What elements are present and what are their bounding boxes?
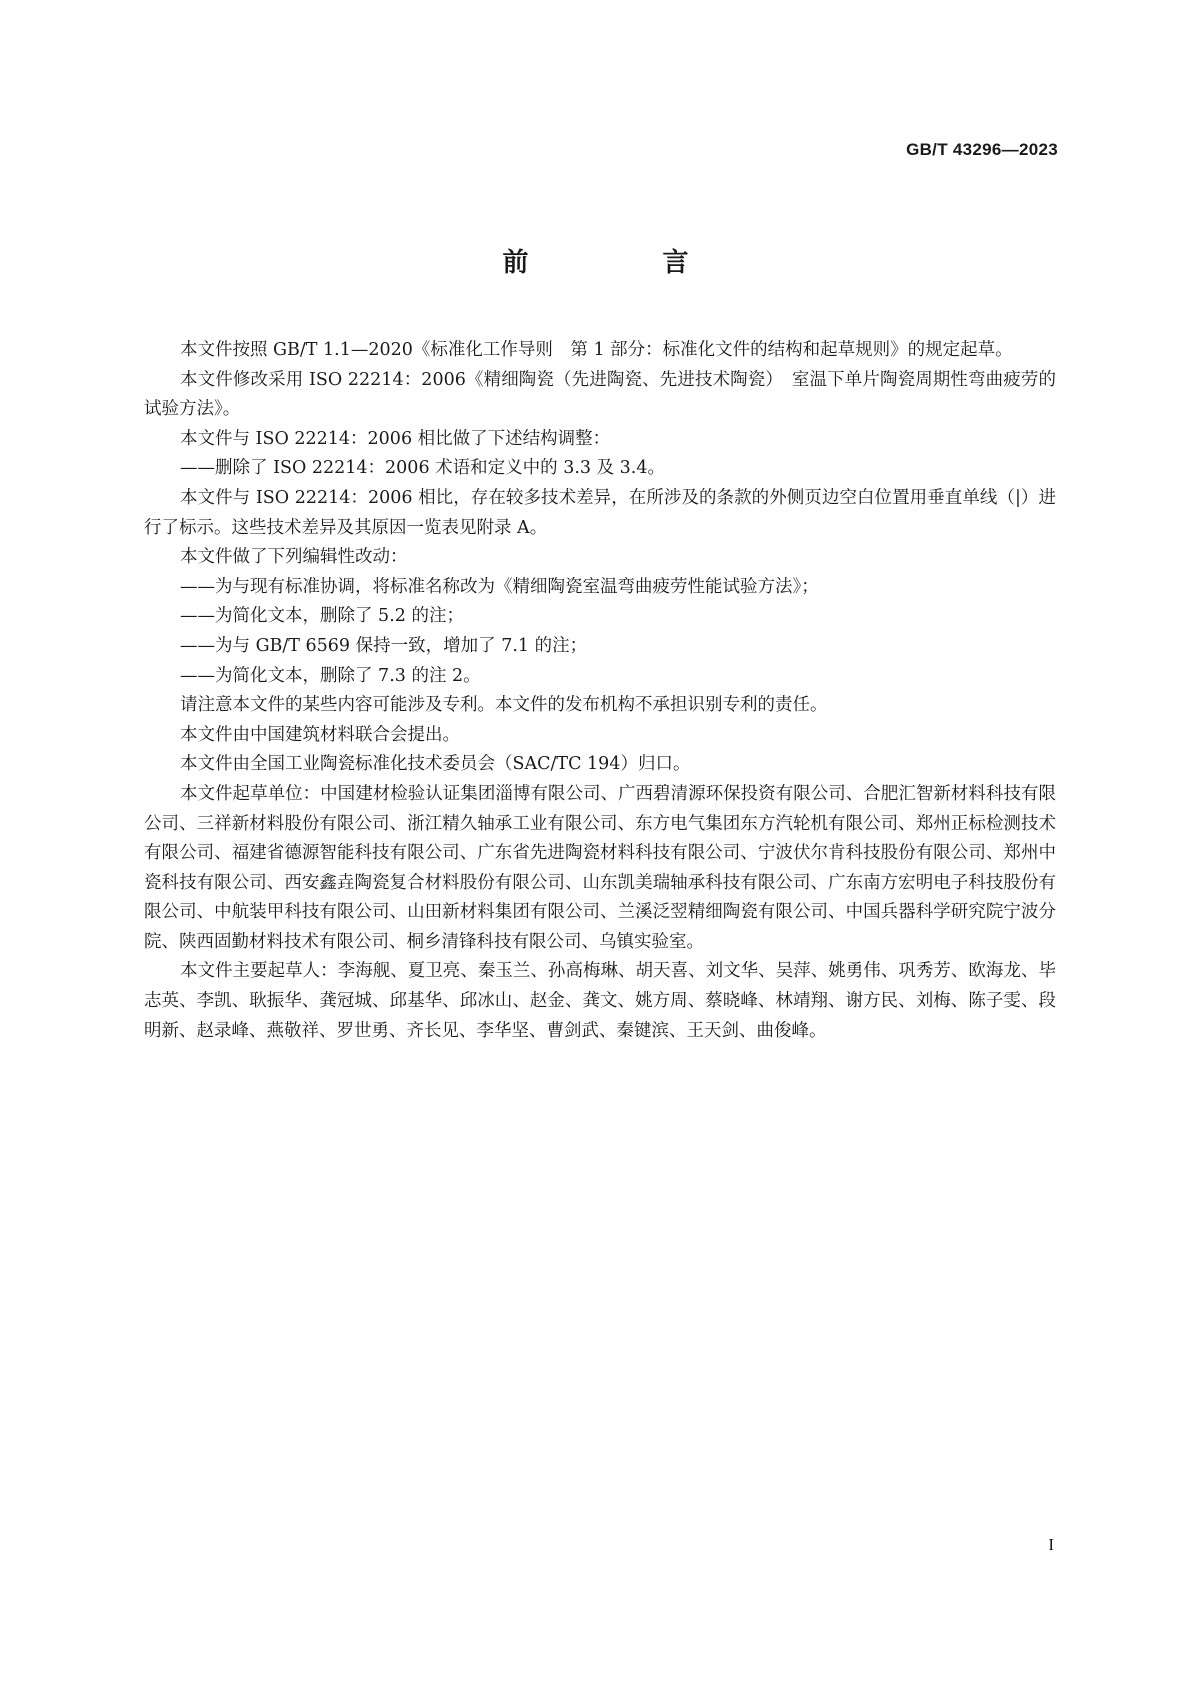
paragraph-editorial-changes: 本文件做了下列编辑性改动： [180, 547, 408, 568]
page-number: I [1048, 1535, 1054, 1554]
list-item-editorial-change: ——为简化文本，删除了 7.3 的注 2。 [180, 665, 481, 686]
list-item-structural-change: ——删除了 ISO 22214：2006 术语和定义中的 3.3 及 3.4。 [180, 458, 665, 479]
paragraph-adoption: 本文件修改采用 ISO 22214：2006《精细陶瓷（先进陶瓷、先进技术陶瓷） 室温下单片陶瓷周期性弯曲疲劳的试验方法》。 [144, 369, 1056, 420]
paragraph-proposer: 本文件由中国建筑材料联合会提出。 [180, 724, 460, 745]
paragraph-committee: 本文件由全国工业陶瓷标准化技术委员会（SAC/TC 194）归口。 [180, 754, 691, 775]
list-item-editorial-change: ——为与现有标准协调，将标准名称改为《精细陶瓷室温弯曲疲劳性能试验方法》； [180, 576, 819, 597]
list-item-editorial-change: ——为简化文本，删除了 5.2 的注； [180, 606, 464, 627]
paragraph-structural-changes: 本文件与 ISO 22214：2006 相比做了下述结构调整： [180, 428, 611, 449]
standard-code: GB/T 43296—2023 [906, 140, 1058, 159]
paragraph-patent-notice: 请注意本文件的某些内容可能涉及专利。本文件的发布机构不承担识别专利的责任。 [180, 695, 828, 716]
paragraph-technical-differences: 本文件与 ISO 22214：2006 相比，存在较多技术差异，在所涉及的条款的外侧页边空白位置用垂直单线（|）进行了标示。这些技术差异及其原因一览表见附录 A。 [144, 487, 1056, 538]
paragraph-drafters: 本文件主要起草人：李海舰、夏卫亮、秦玉兰、孙高梅琳、胡天喜、刘文华、吴萍、姚勇伟、巩秀芳、欧海龙、毕志英、李凯、耿振华、龚冠城、邱基华、邱冰山、赵金、龚文、姚方周、蔡晓峰、林靖翔、谢方民、刘梅、陈子雯、段明新、赵录峰、燕敬祥、罗世勇、齐长见、李华坚、曹剑武、秦键滨、王天剑、曲俊峰。 [144, 961, 1056, 1041]
paragraph-drafting-rules: 本文件按照 GB/T 1.1—2020《标准化工作导则 第 1 部分：标准化文件的结构和起草规则》的规定起草。 [180, 340, 1013, 360]
paragraph-drafting-units: 本文件起草单位：中国建材检验认证集团淄博有限公司、广西碧清源环保投资有限公司、合肥汇智新材料科技有限公司、三祥新材料股份有限公司、浙江精久轴承工业有限公司、东方电气集团东方汽轮机有限公司、郑州正标检测技术有限公司、福建省德源智能科技有限公司、广东省先进陶瓷材料科技有限公司、宁波伏尔肯科技股份有限公司、郑州中瓷科技有限公司、西安鑫垚陶瓷复合材料股份有限公司、山东凯美瑞轴承科技有限公司、广东南方宏明电子科技股份有限公司、中航装甲科技有限公司、山田新材料集团有限公司、兰溪泛翌精细陶瓷有限公司、中国兵器科学研究院宁波分院、陕西固勤材料技术有限公司、桐乡清锋科技有限公司、乌镇实验室。 [144, 783, 1056, 952]
foreword-body [144, 336, 1056, 1046]
page-title: 前 言 [502, 248, 743, 278]
list-item-editorial-change: ——为与 GB/T 6569 保持一致，增加了 7.1 的注； [180, 635, 588, 656]
